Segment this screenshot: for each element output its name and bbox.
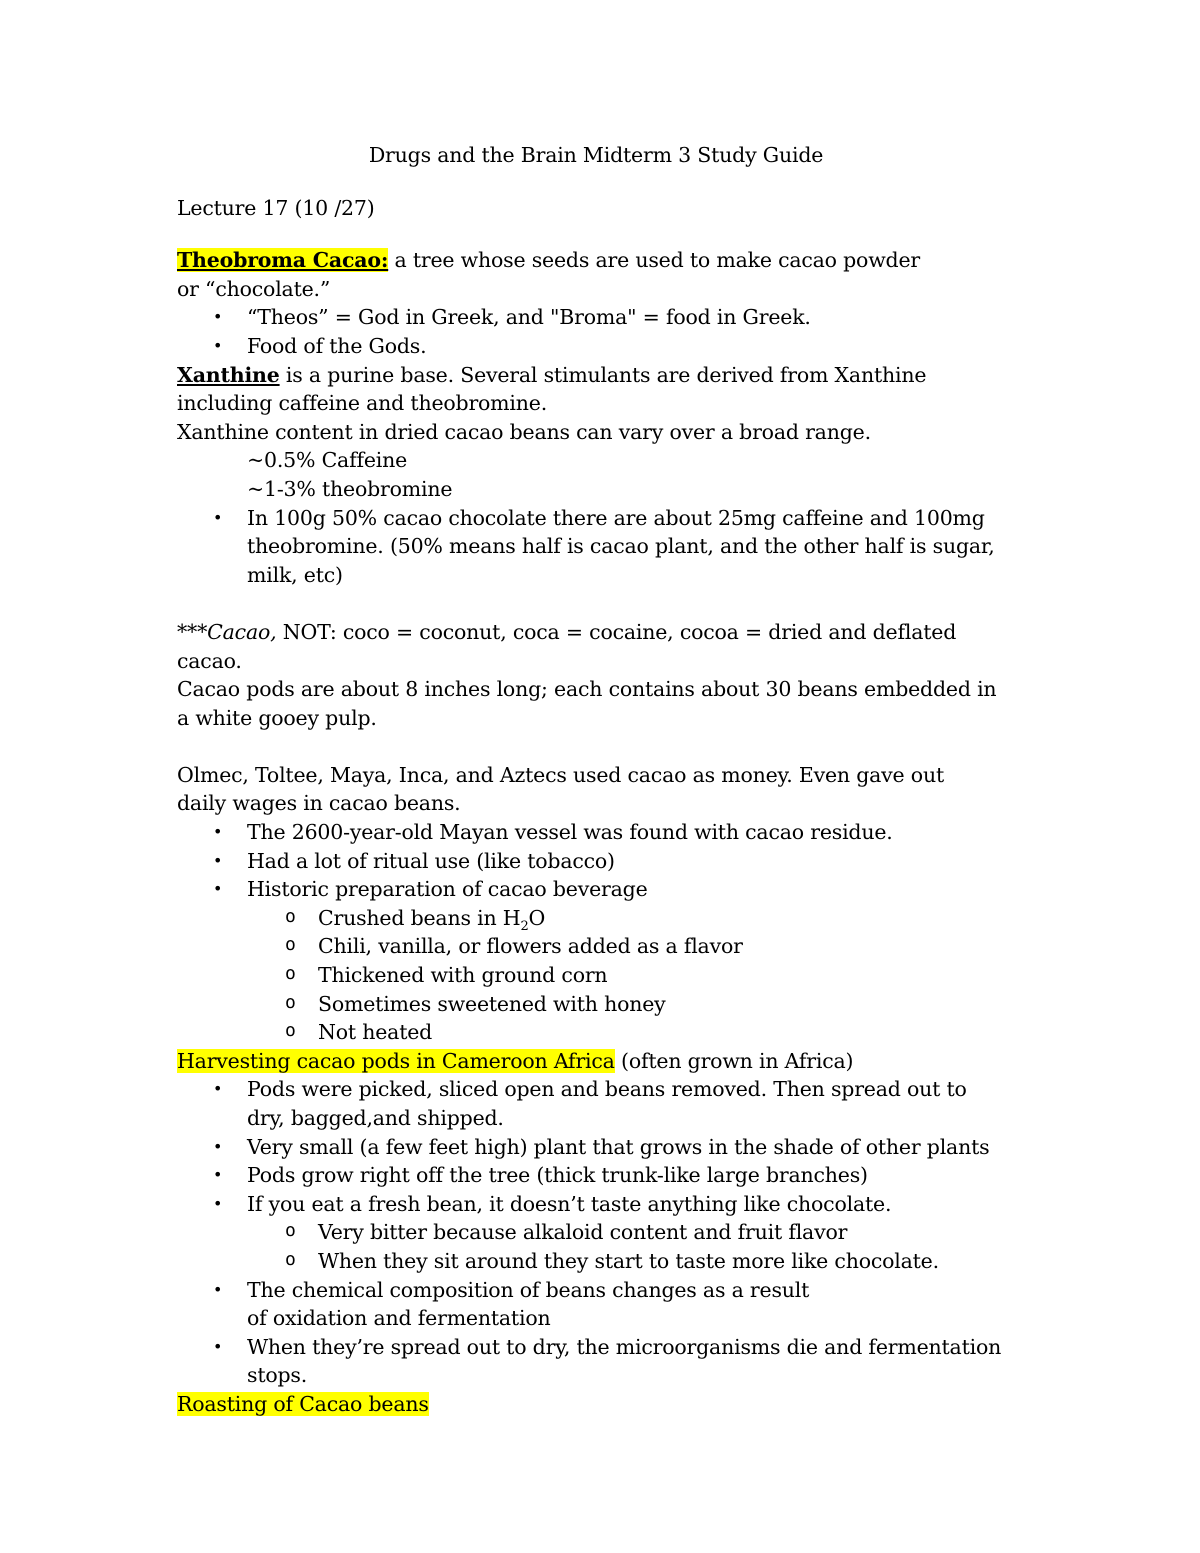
list-item: • Pods were picked, sliced open and beans removed. Then spread out to dry, bagged,and shipped.	[177, 1075, 1007, 1132]
water-prefix: Crushed beans in H	[318, 905, 521, 930]
cacao-pods-text: Cacao pods are about 8 inches long; each contains about 30 beans embedded in a white gooey pulp.	[177, 677, 997, 730]
list-item: • When they’re spread out to dry, the microorganisms die and fermentation stops.	[177, 1333, 1007, 1390]
sub-list-item: o Thickened with ground corn	[177, 961, 1007, 990]
list-item: • The 2600-year-old Mayan vessel was found with cacao residue.	[177, 818, 1007, 847]
sub-list-item: o Very bitter because alkaloid content and fruit flavor	[177, 1218, 1007, 1247]
theobroma-bullets	[177, 303, 1007, 360]
caffeine-level: ~0.5% Caffeine	[247, 448, 408, 473]
water-suffix: O	[528, 905, 546, 930]
cacao-note-text: NOT: coco = coconut, coca = cocaine, cocoa = dried and deflated cacao.	[177, 619, 957, 673]
xanthine-bullets	[177, 504, 1007, 590]
cacao-note	[177, 618, 1007, 675]
theobroma-paragraph	[177, 246, 947, 303]
roasting-paragraph	[177, 1390, 1007, 1419]
sub-list-item: o When they sit around they start to taste more like chocolate.	[177, 1247, 1007, 1276]
theobroma-term: Theobroma Cacao:	[177, 248, 389, 273]
xanthine-term: Xanthine	[177, 362, 280, 387]
cacao-note-prefix: ***Cacao,	[177, 619, 277, 644]
history-bullets	[177, 818, 1007, 1047]
list-item: • In 100g 50% cacao chocolate there are about 25mg caffeine and 100mg theobromine. (50% means half is cacao plant, and the other half is sugar, milk, etc)	[177, 504, 1007, 590]
xanthine-paragraph	[177, 361, 1007, 418]
list-item: • If you eat a fresh bean, it doesn’t taste anything like chocolate.	[177, 1190, 1007, 1219]
water-subscript: 2	[520, 918, 529, 934]
page-title: Drugs and the Brain Midterm 3 Study Guide	[368, 143, 824, 167]
theobromine-level: ~1-3% theobromine	[247, 476, 453, 501]
sub-list-item	[177, 904, 1007, 933]
harvesting-bullets	[177, 1075, 1007, 1390]
list-item: • Historic preparation of cacao beverage	[177, 875, 1007, 904]
theobroma-definition: a tree whose seeds are used to make cacao powder or “chocolate.”	[177, 248, 921, 301]
harvesting-note: (often grown in Africa)	[614, 1048, 854, 1073]
list-item: • The chemical composition of beans changes as a result of oxidation and fermentation	[177, 1276, 827, 1333]
lecture-heading: Lecture 17 (10 /27)	[177, 195, 375, 220]
sub-list-item: o Sometimes sweetened with honey	[177, 990, 1007, 1019]
list-item: • “Theos” = God in Greek, and "Broma" = food in Greek.	[177, 303, 1007, 332]
document-body	[177, 141, 1007, 1419]
history-intro: Olmec, Toltee, Maya, Inca, and Aztecs used cacao as money. Even gave out daily wages in cacao beans.	[177, 762, 944, 816]
roasting-heading: Roasting of Cacao beans	[177, 1391, 429, 1416]
xanthine-content-line: Xanthine content in dried cacao beans can vary over a broad range.	[177, 419, 871, 444]
list-item: • Pods grow right off the tree (thick trunk-like large branches)	[177, 1161, 1007, 1190]
xanthine-text: is a purine base. Several stimulants are derived from Xanthine including caffeine and theobromine.	[177, 362, 927, 416]
harvesting-paragraph	[177, 1047, 1007, 1076]
list-item: • Food of the Gods.	[177, 332, 1007, 361]
harvesting-heading: Harvesting cacao pods in Cameroon Africa	[177, 1048, 615, 1073]
sub-list-item: o Chili, vanilla, or flowers added as a flavor	[177, 932, 1007, 961]
list-item: • Very small (a few feet high) plant that grows in the shade of other plants	[177, 1133, 1007, 1162]
list-item: • Had a lot of ritual use (like tobacco)	[177, 847, 1007, 876]
sub-list-item: o Not heated	[177, 1018, 1007, 1047]
